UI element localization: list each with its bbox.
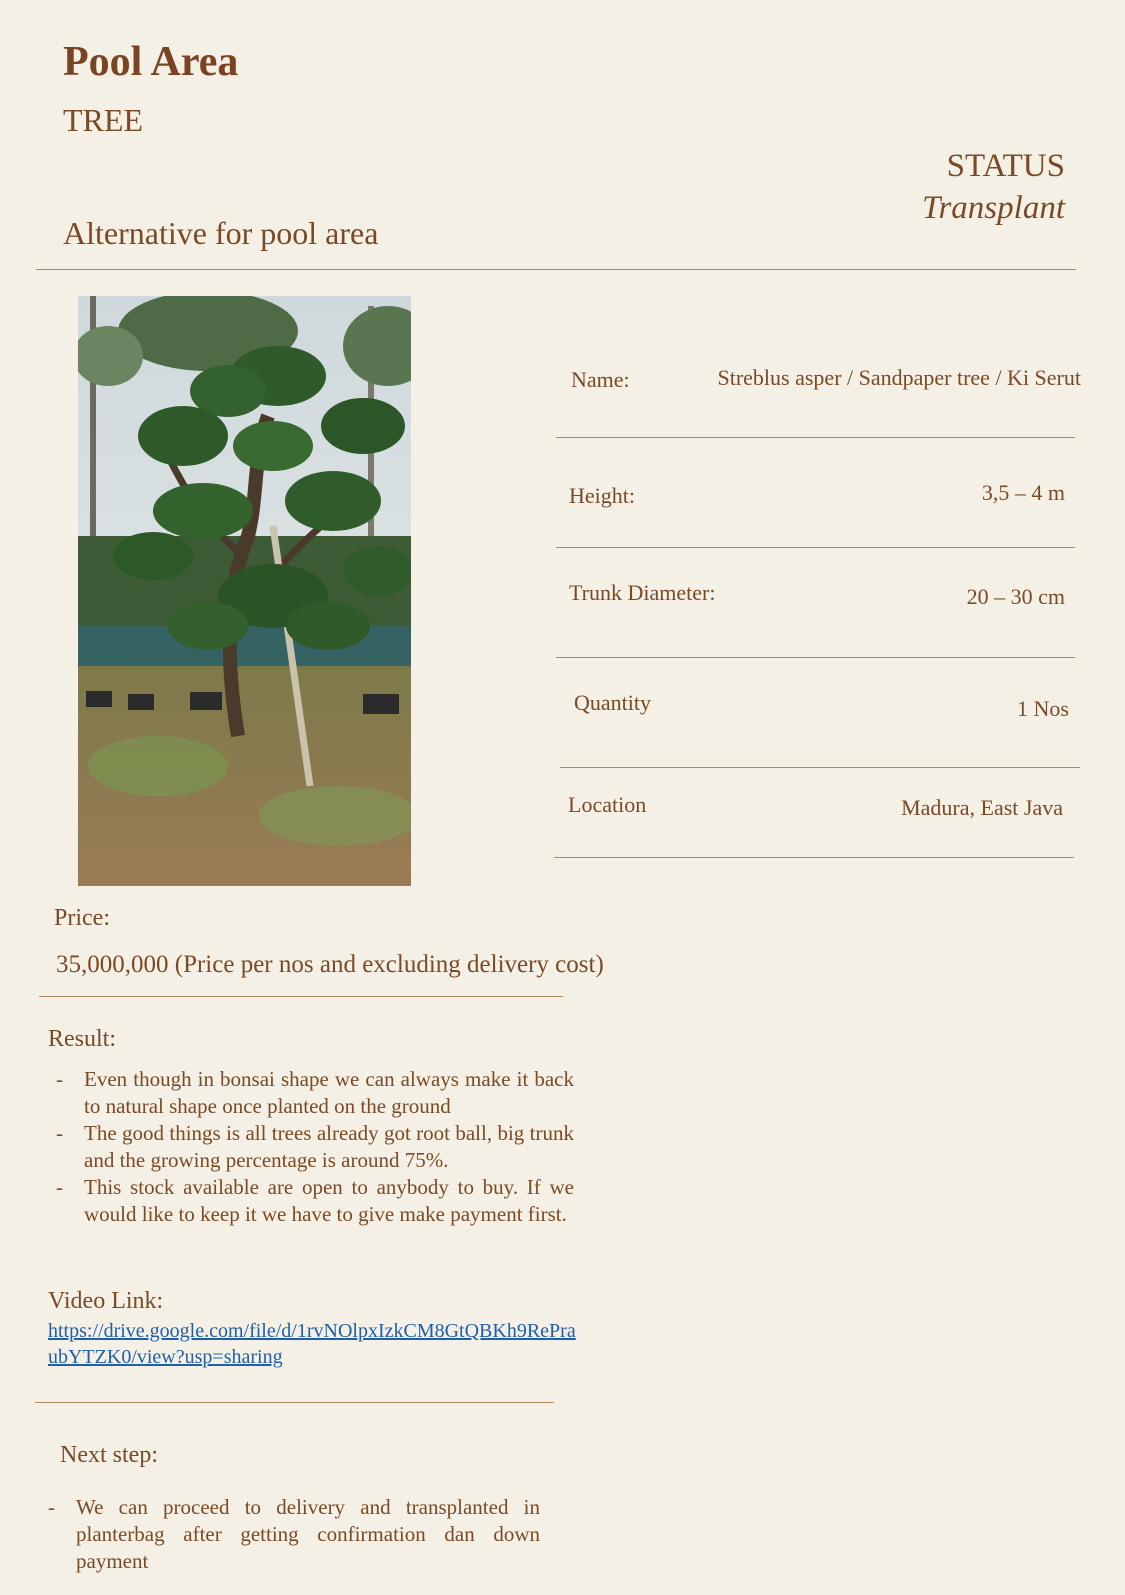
list-item (52, 1120, 574, 1174)
result-item-text: This stock available are open to anybody to buy. If we would like to keep it we have to give make payment first. (84, 1175, 574, 1226)
price-divider (39, 996, 563, 997)
tree-photo (78, 296, 411, 886)
spec-label-trunk-diameter: Trunk Diameter: (569, 580, 716, 605)
video-link[interactable]: https://drive.google.com/file/d/1rvNOlpxIzkCM8GtQBKh9RePraubYTZK0/view?usp=sharing (48, 1320, 576, 1368)
header-divider (36, 269, 1076, 270)
spec-label-quantity: Quantity (574, 690, 651, 715)
spec-divider (556, 437, 1075, 438)
description: Alternative for pool area (63, 215, 379, 251)
video-link-label: Video Link: (48, 1288, 164, 1314)
spec-divider (560, 767, 1080, 768)
status-label: STATUS (946, 148, 1065, 184)
spec-value-quantity: 1 Nos (1017, 696, 1069, 721)
result-item-text: Even though in bonsai shape we can always make it back to natural shape once planted on the ground (84, 1067, 574, 1118)
next-step-label: Next step: (60, 1442, 158, 1468)
bullet-marker: - (48, 1495, 55, 1519)
price-value: 35,000,000 (Price per nos and excluding delivery cost) (56, 951, 604, 978)
bullet-marker: - (56, 1121, 63, 1145)
list-item (52, 1066, 574, 1120)
spec-value-trunk-diameter: 20 – 30 cm (966, 584, 1065, 609)
result-list (52, 1066, 574, 1228)
spec-label-name: Name: (571, 367, 630, 392)
bullet-marker: - (56, 1067, 63, 1091)
spec-divider (556, 547, 1075, 548)
result-label: Result: (48, 1026, 117, 1052)
video-divider (35, 1402, 554, 1403)
spec-value-name: Streblus asper / Sandpaper tree / Ki Serut (717, 365, 1081, 390)
next-step-item-text: We can proceed to delivery and transplanted in planterbag after getting confirmation dan down payment (76, 1495, 540, 1573)
next-step-list (44, 1494, 540, 1575)
status-value: Transplant (921, 190, 1065, 226)
spec-value-height: 3,5 – 4 m (981, 480, 1065, 505)
spec-divider (554, 857, 1074, 858)
page-title: Pool Area (63, 39, 239, 85)
list-item (52, 1174, 574, 1228)
result-item-text: The good things is all trees already got root ball, big trunk and the growing percentage is around 75%. (84, 1121, 574, 1172)
price-label: Price: (54, 905, 110, 931)
spec-divider (556, 657, 1075, 658)
spec-value-location: Madura, East Java (901, 795, 1063, 820)
spec-label-height: Height: (569, 483, 635, 508)
spec-label-location: Location (568, 792, 647, 817)
list-item (44, 1494, 540, 1575)
category-label: TREE (63, 102, 143, 138)
bullet-marker: - (56, 1175, 63, 1199)
